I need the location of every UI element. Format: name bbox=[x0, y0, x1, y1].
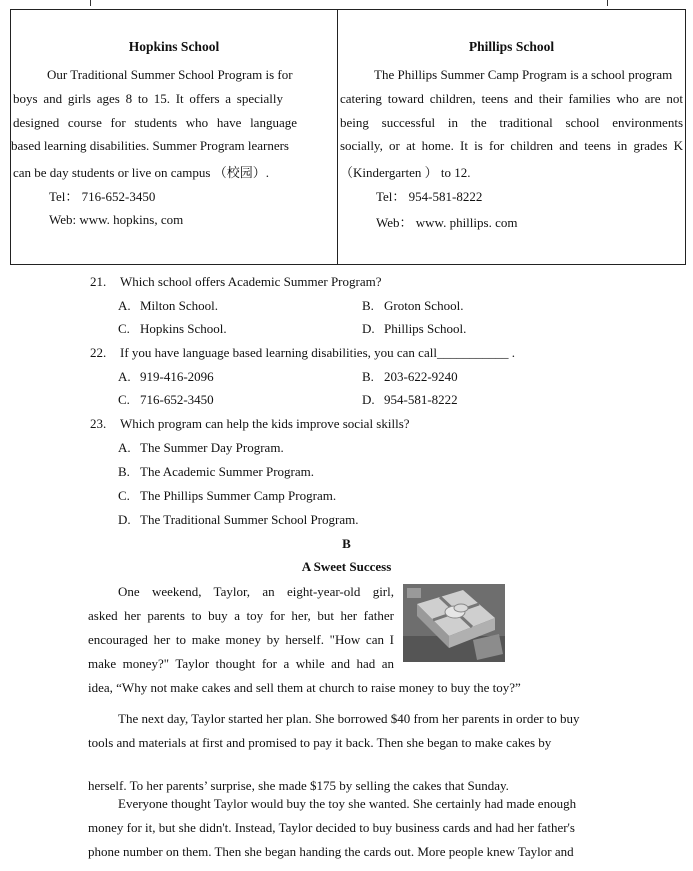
phillips-text-line: being successful in the traditional school environments bbox=[340, 115, 683, 130]
page-top-rule-left bbox=[90, 0, 91, 6]
school-info-table bbox=[10, 9, 686, 265]
hopkins-text-line: can be day students or live on campus （校园）. bbox=[13, 165, 269, 180]
hopkins-school-cell bbox=[11, 10, 337, 264]
phillips-tel: Tel： 954-581-8222 bbox=[376, 189, 483, 204]
hopkins-school-title: Hopkins School bbox=[128, 39, 220, 54]
hopkins-tel: Tel： 716-652-3450 bbox=[49, 189, 156, 204]
question-number: 23. bbox=[90, 416, 107, 431]
gift-box-icon bbox=[403, 584, 505, 662]
q22-option-d[interactable]: D. 954-581-8222 bbox=[362, 392, 458, 407]
story-line: One weekend, Taylor, an eight-year-old girl, bbox=[118, 584, 394, 599]
question-23 bbox=[90, 416, 410, 432]
question-21 bbox=[90, 274, 382, 290]
story-title: A Sweet Success bbox=[301, 559, 392, 574]
phillips-web: Web： www. phillips. com bbox=[376, 215, 518, 230]
story-line: The next day, Taylor started her plan. She borrowed $40 from her parents in order to buy bbox=[118, 711, 580, 726]
hopkins-text-line: Our Traditional Summer School Program is for bbox=[47, 67, 293, 82]
gift-photo bbox=[403, 584, 505, 662]
phillips-text-line: （Kindergarten ） to 12. bbox=[340, 165, 471, 180]
q21-option-a[interactable]: A. Milton School. bbox=[118, 298, 219, 313]
story-line: herself. To her parents’ surprise, she made $175 by selling the cakes that Sunday. bbox=[88, 778, 509, 793]
question-text: If you have language based learning disabilities, you can call___________ . bbox=[120, 345, 515, 360]
q21-option-c[interactable]: C. Hopkins School. bbox=[118, 321, 227, 336]
phillips-text-line: The Phillips Summer Camp Program is a school program bbox=[374, 67, 673, 82]
story-line: asked her parents to buy a toy for her, but her father bbox=[88, 608, 394, 623]
section-heading: B bbox=[342, 536, 351, 551]
story-line: tools and materials at first and promised to pay it back. Then she began to make cakes by bbox=[88, 735, 552, 750]
hopkins-text-line: designed course for students who have language bbox=[13, 115, 297, 130]
hopkins-web: Web: www. hopkins, com bbox=[49, 212, 184, 227]
hopkins-text-line: boys and girls ages 8 to 15. It offers a specially bbox=[13, 91, 283, 106]
question-text: Which program can help the kids improve social skills? bbox=[120, 416, 410, 431]
story-line: phone number on them. Then she began handing the cards out. More people knew Taylor and bbox=[88, 844, 574, 859]
q21-option-d[interactable]: D. Phillips School. bbox=[362, 321, 467, 336]
question-text: Which school offers Academic Summer Program? bbox=[120, 274, 382, 289]
phillips-text-line: socially, or at home. It is for children and teens in grades K bbox=[340, 138, 683, 153]
q21-option-b[interactable]: B. Groton School. bbox=[362, 298, 464, 313]
q23-option-b[interactable]: B. The Academic Summer Program. bbox=[118, 464, 315, 479]
phillips-school-cell bbox=[338, 10, 685, 264]
story-line: make money?" Taylor thought for a while and had an bbox=[88, 656, 394, 671]
q22-option-c[interactable]: C. 716-652-3450 bbox=[118, 392, 214, 407]
q23-option-c[interactable]: C. The Phillips Summer Camp Program. bbox=[118, 488, 337, 503]
story-line: idea, “Why not make cakes and sell them at church to raise money to buy the toy?” bbox=[88, 680, 521, 695]
hopkins-text-line: based learning disabilities. Summer Program learners bbox=[11, 138, 289, 153]
story-line: money for it, but she didn't. Instead, Taylor decided to buy business cards and had her father's bbox=[88, 820, 575, 835]
question-22 bbox=[90, 345, 515, 361]
q22-option-b[interactable]: B. 203-622-9240 bbox=[362, 369, 458, 384]
page-top-rule-right bbox=[607, 0, 608, 6]
phillips-school-title: Phillips School bbox=[468, 39, 555, 54]
question-number: 21. bbox=[90, 274, 107, 289]
q23-option-d[interactable]: D. The Traditional Summer School Program. bbox=[118, 512, 359, 527]
q23-option-a[interactable]: A. The Summer Day Program. bbox=[118, 440, 284, 455]
question-number: 22. bbox=[90, 345, 107, 360]
story-line: Everyone thought Taylor would buy the toy she wanted. She certainly had made enough bbox=[118, 796, 577, 811]
phillips-text-line: catering toward children, teens and their families who are not bbox=[340, 91, 683, 106]
story-line: encouraged her to make money by herself. "How can I bbox=[88, 632, 394, 647]
q22-option-a[interactable]: A. 919-416-2096 bbox=[118, 369, 214, 384]
